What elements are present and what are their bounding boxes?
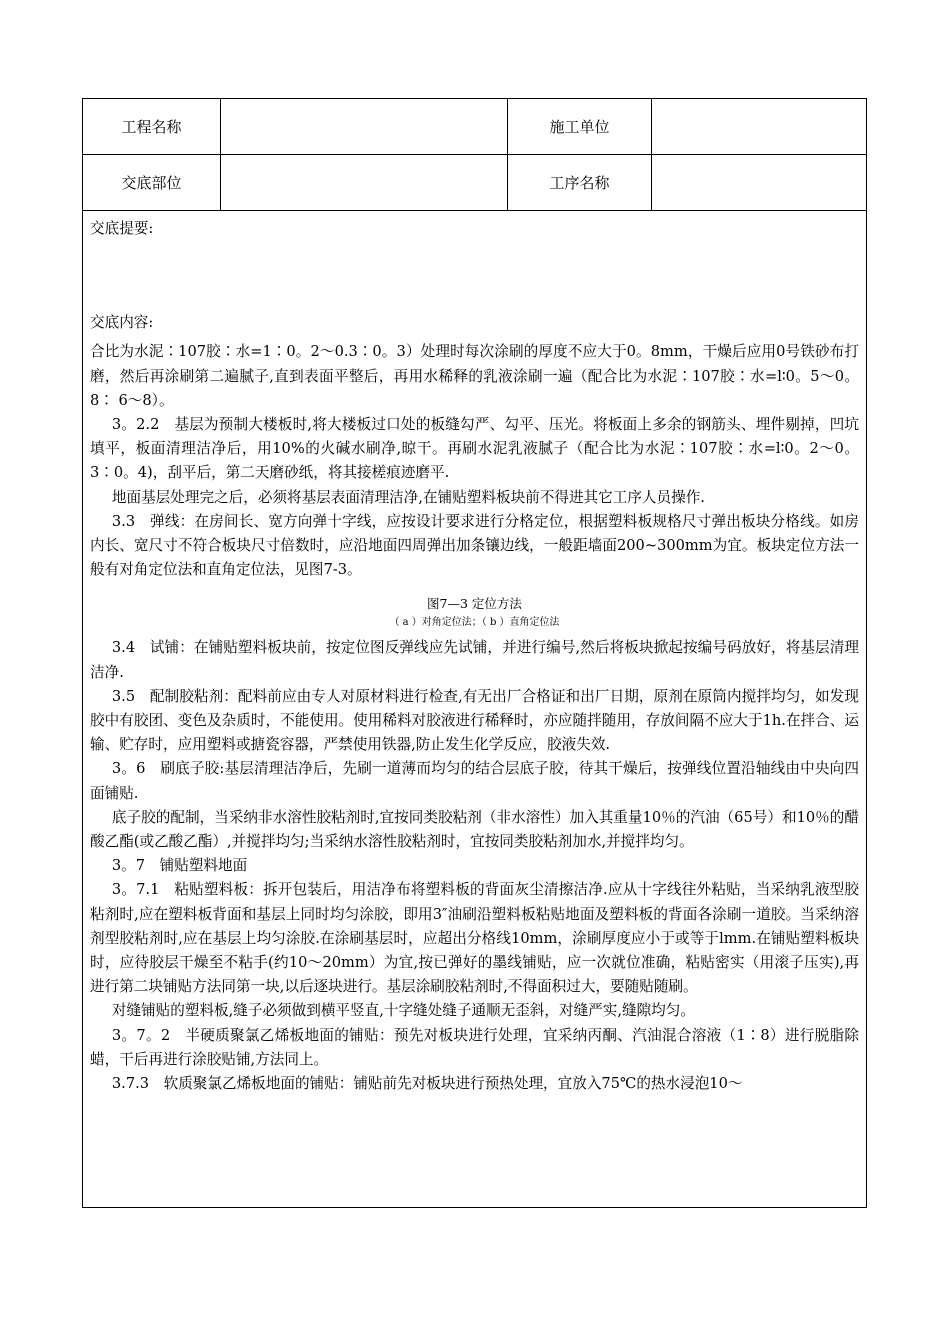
construction-unit-label: 施工单位 [508, 99, 652, 154]
header-row-2 [83, 155, 866, 211]
paragraph: 3。7.1 粘贴塑料板：拆开包装后，用洁净布将塑料板的背面灰尘清擦洁净.应从十字线往外粘贴，当采纳乳液型胶粘剂时,应在塑料板背面和基层上同时均匀涂胶，即用3″油刷沿塑料板粘贴地面及塑料板的背面各涂刷一道胶。当采纳溶剂型胶粘剂时,应在基层上均匀涂胶.在涂刷基层时，应超出分格线10mm，涂刷厚度应小于或等于lmm.在铺贴塑料板块时，应待胶层干燥至不粘手(约10～20mm）为宜,按已弹好的墨线铺贴，应一次就位准确，粘贴密实（用滚子压实),再进行第二块铺贴方法同第一块,以后逐块进行。基层涂刷胶粘剂时,不得面积过大，要随贴随刷。 [90, 881, 859, 996]
paragraph: 3。7。2 半硬质聚氯乙烯板地面的铺贴：预先对板块进行处理，宜采纳丙酮、汽油混合溶液（1∶8）进行脱脂除蜡，干后再进行涂胶贴铺,方法同上。 [90, 1026, 859, 1068]
content-label: 交底内容: [90, 314, 154, 332]
header-row-1 [83, 99, 866, 155]
paragraph: 地面基层处理完之后，必须将基层表面清理洁净,在铺贴塑料板块前不得进其它工序人员操作. [111, 488, 705, 506]
figure-caption: 图7—3 定位方法 [427, 596, 522, 612]
project-name-value [221, 99, 508, 154]
content-body [83, 211, 866, 1096]
paragraph: 3.3 弹线：在房间长、宽方向弹十字线，应按设计要求进行分格定位，根据塑料板规格尺寸弹出板块分格线。如房内长、宽尺寸不符合板块尺寸倍数时，应沿地面四周弹出加条镶边线，一般距墙面200~300mm为宜。板块定位方法一般有对角定位法和直角定位法，见图7-3。 [90, 512, 859, 579]
paragraph: 合比为水泥∶107胶∶水=1∶0。2～0.3∶0。3）处理时每次涂刷的厚度不应大于0。8mm，干燥后应用0号铁砂布打磨，然后再涂刷第二遍腻子,直到表面平整后，再用水稀释的乳液涂刷一遍（配合比为水泥∶107胶∶水=l∶0。5～0。8∶ 6～8）。 [90, 343, 859, 409]
location-value [221, 155, 508, 210]
paragraph: 3。7 铺贴塑料地面 [111, 857, 248, 875]
paragraph: 3。6 刷底子胶:基层清理洁净后，先刷一道薄而均匀的结合层底子胶，待其干燥后，按弹线位置沿轴线由中央向四面铺贴. [90, 760, 859, 802]
disclosure-sheet [82, 98, 867, 1208]
paragraph: 对缝铺贴的塑料板,缝子必须做到横平竖直,十字缝处缝子通顺无歪斜，对缝严实,缝隙均匀。 [111, 1002, 695, 1020]
paragraph: 底子胶的配制，当采纳非水溶性胶粘剂时,宜按同类胶粘剂（非水溶性）加入其重量10％的汽油（65号）和10％的醋酸乙酯(或乙酸乙酯）,并搅拌均匀;当采纳水溶性胶粘剂时，宜按同类胶粘剂加水,并搅拌均匀。 [90, 808, 859, 851]
paragraph: 3.7.3 软质聚氯乙烯板地面的铺贴：铺贴前先对板块进行预热处理，宜放入75℃的热水浸泡10～ [111, 1075, 743, 1093]
process-name-label: 工序名称 [508, 155, 652, 210]
figure-subcaption: （ a ）对角定位法；（ b ）直角定位法 [389, 617, 560, 629]
paragraph: 3.5 配制胶粘剂：配料前应由专人对原材料进行检查,有无出厂合格证和出厂日期，原剂在原筒内搅拌均匀，如发现胶中有胶团、变色及杂质时，不能使用。使用稀料对胶液进行稀释时，亦应随拌随用，存放间隔不应大于1h.在拌合、运输、贮存时，应用塑料或搪瓷容器，严禁使用铁器,防止发生化学反应，胶液失效. [90, 687, 859, 754]
summary-label: 交底提要: [90, 220, 154, 237]
paragraph: 3.4 试铺：在铺贴塑料板块前，按定位图反弹线应先试铺，并进行编号,然后将板块掀起按编号码放好，将基层清理洁净. [90, 639, 859, 681]
process-name-value [652, 155, 866, 210]
location-label: 交底部位 [83, 155, 221, 210]
paragraph: 3。2.2 基层为预制大楼板时,将大楼板过口处的板缝勾严、勾平、压光。将板面上多余的钢筋头、埋件剔掉，凹坑填平，板面清理洁净后，用10%的火碱水刷净,晾干。再刷水泥乳液腻子（配合比为水泥∶107胶∶水=l∶0。2～0。3∶0。4)，刮平后，第二天磨砂纸，将其接槎痕迹磨平. [90, 416, 859, 482]
construction-unit-value [652, 99, 866, 154]
project-name-label: 工程名称 [83, 99, 221, 154]
